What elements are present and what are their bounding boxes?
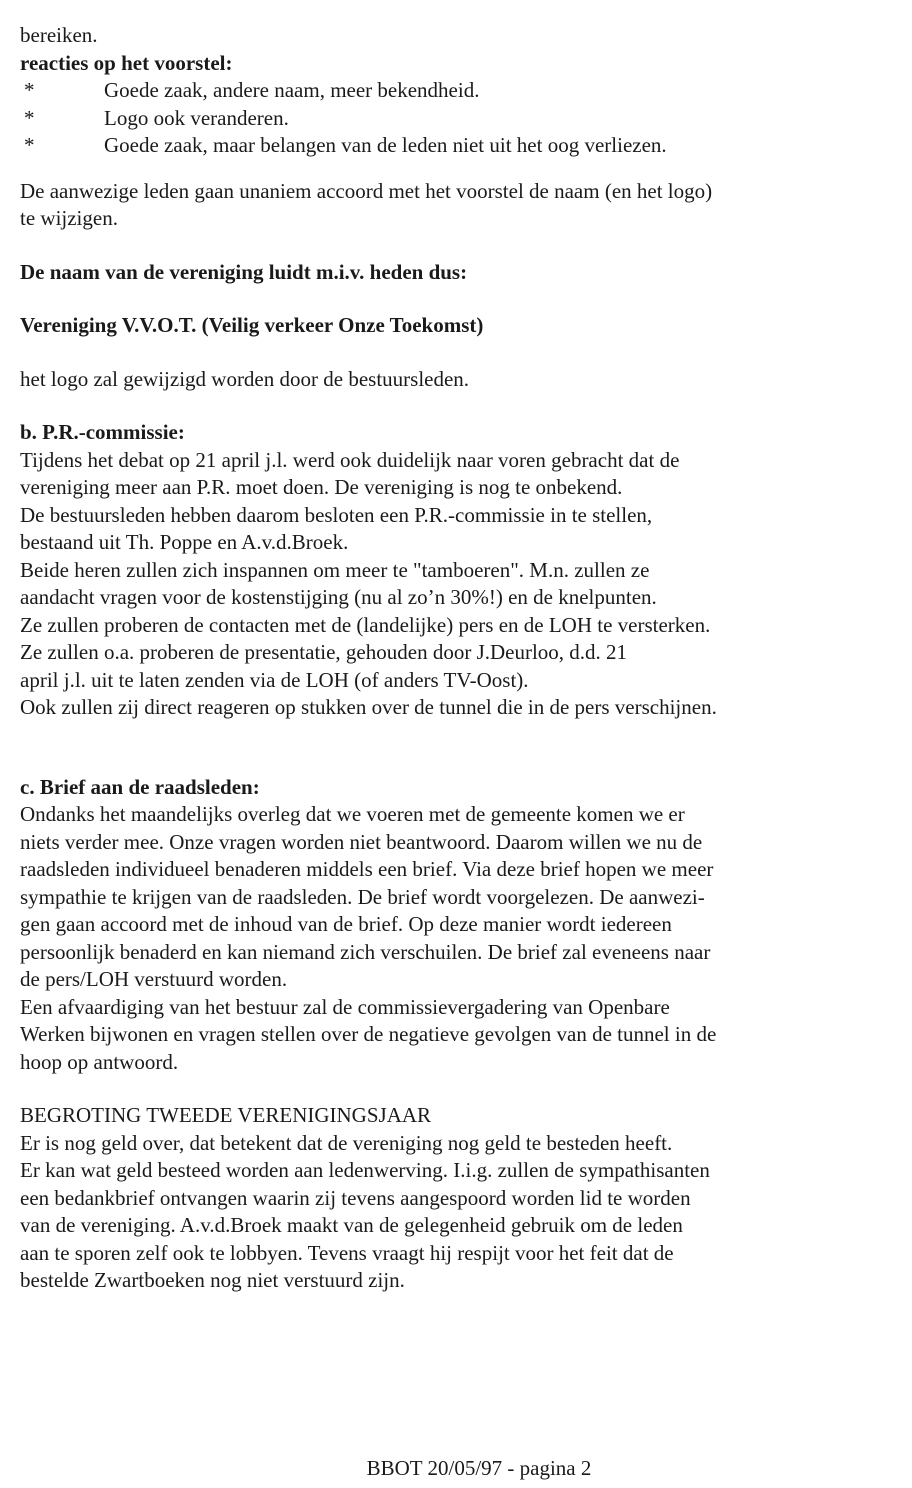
section-b-heading: b. P.R.-commissie: xyxy=(20,420,185,444)
bullet-text: Goede zaak, maar belangen van de leden niet uit het oog verliezen. xyxy=(104,133,667,157)
text-line: bereiken. xyxy=(20,23,98,47)
text-line: bestelde Zwartboeken nog niet verstuurd zijn. xyxy=(20,1268,405,1292)
bullet-text: Goede zaak, andere naam, meer bekendheid. xyxy=(104,78,480,102)
text-line: bestaand uit Th. Poppe en A.v.d.Broek. xyxy=(20,530,349,554)
text-line: niets verder mee. Onze vragen worden niet beantwoord. Daarom willen we nu de xyxy=(20,829,703,854)
page-footer xyxy=(0,1456,912,1481)
section-d-heading: BEGROTING TWEEDE VERENIGINGSJAAR xyxy=(20,1103,432,1127)
text-line: een bedankbrief ontvangen waarin zij tevens aangespoord worden lid te worden xyxy=(20,1185,691,1210)
text-line: persoonlijk benaderd en kan niemand zich verschuilen. De brief zal eveneens naar xyxy=(20,939,711,964)
text-line: De bestuursleden hebben daarom besloten een P.R.-commissie in te stellen, xyxy=(20,502,653,527)
text-line: de pers/LOH verstuurd worden. xyxy=(20,967,288,991)
footer-text: BBOT 20/05/97 - pagina 2 xyxy=(366,1456,592,1480)
document-page xyxy=(20,22,900,1295)
new-association-name: Vereniging V.V.O.T. (Veilig verkeer Onze Toekomst) xyxy=(20,313,484,337)
bullet-marker: * xyxy=(24,133,35,157)
text-line: aandacht vragen voor de kostenstijging (nu al zo’n 30%!) en de knelpunten. xyxy=(20,585,657,609)
text-line: Ondanks het maandelijks overleg dat we voeren met de gemeente komen we er xyxy=(20,802,685,826)
logo-note: het logo zal gewijzigd worden door de bestuursleden. xyxy=(20,366,470,391)
text-line: gen gaan accoord met de inhoud van de brief. Op deze manier wordt iedereen xyxy=(20,912,672,936)
bullet-item xyxy=(20,105,900,133)
text-line: raadsleden individueel benaderen middels een brief. Via deze brief hopen we meer xyxy=(20,857,714,881)
text-line: Een afvaardiging van het bestuur zal de commissievergadering van Openbare xyxy=(20,994,670,1019)
text-line: Er kan wat geld besteed worden aan ledenwerving. I.i.g. zullen de sympathisanten xyxy=(20,1158,710,1182)
text-line: Beide heren zullen zich inspannen om meer te "tamboeren". M.n. zullen ze xyxy=(20,557,650,582)
text-line: Ze zullen proberen de contacten met de (landelijke) pers en de LOH te versterken. xyxy=(20,612,711,637)
text-line: sympathie te krijgen van de raadsleden. De brief wordt voorgelezen. De aanwezi- xyxy=(20,884,705,909)
text-line: aan te sporen zelf ook te lobbyen. Tevens vraagt hij respijt voor het feit dat de xyxy=(20,1240,674,1265)
text-line: hoop op antwoord. xyxy=(20,1049,179,1074)
bullet-marker: * xyxy=(24,78,35,102)
text-line: Tijdens het debat op 21 april j.l. werd ook duidelijk naar voren gebracht dat de xyxy=(20,447,680,472)
name-intro: De naam van de vereniging luidt m.i.v. heden dus: xyxy=(20,259,468,284)
text-line: vereniging meer aan P.R. moet doen. De vereniging is nog te onbekend. xyxy=(20,475,623,499)
text-line: april j.l. uit te laten zenden via de LOH (of anders TV-Oost). xyxy=(20,667,529,692)
text-line: De aanwezige leden gaan unaniem accoord met het voorstel de naam (en het logo) xyxy=(20,178,713,203)
text-line: Ze zullen o.a. proberen de presentatie, gehouden door J.Deurloo, d.d. 21 xyxy=(20,640,628,664)
text-line: Werken bijwonen en vragen stellen over de negatieve gevolgen van de tunnel in de xyxy=(20,1022,717,1046)
bullet-item xyxy=(20,132,900,160)
section-c-heading: c. Brief aan de raadsleden: xyxy=(20,774,260,799)
text-line: Ook zullen zij direct reageren op stukken over de tunnel die in de pers verschijnen. xyxy=(20,695,717,719)
bullet-marker: * xyxy=(24,105,35,130)
text-line: Er is nog geld over, dat betekent dat de vereniging nog geld te besteden heeft. xyxy=(20,1130,673,1155)
bullet-item xyxy=(20,77,900,105)
text-line: te wijzigen. xyxy=(20,206,118,230)
text-line: van de vereniging. A.v.d.Broek maakt van de gelegenheid gebruik om de leden xyxy=(20,1213,683,1237)
reactions-heading: reacties op het voorstel: xyxy=(20,50,233,75)
bullet-text: Logo ook veranderen. xyxy=(104,105,289,130)
